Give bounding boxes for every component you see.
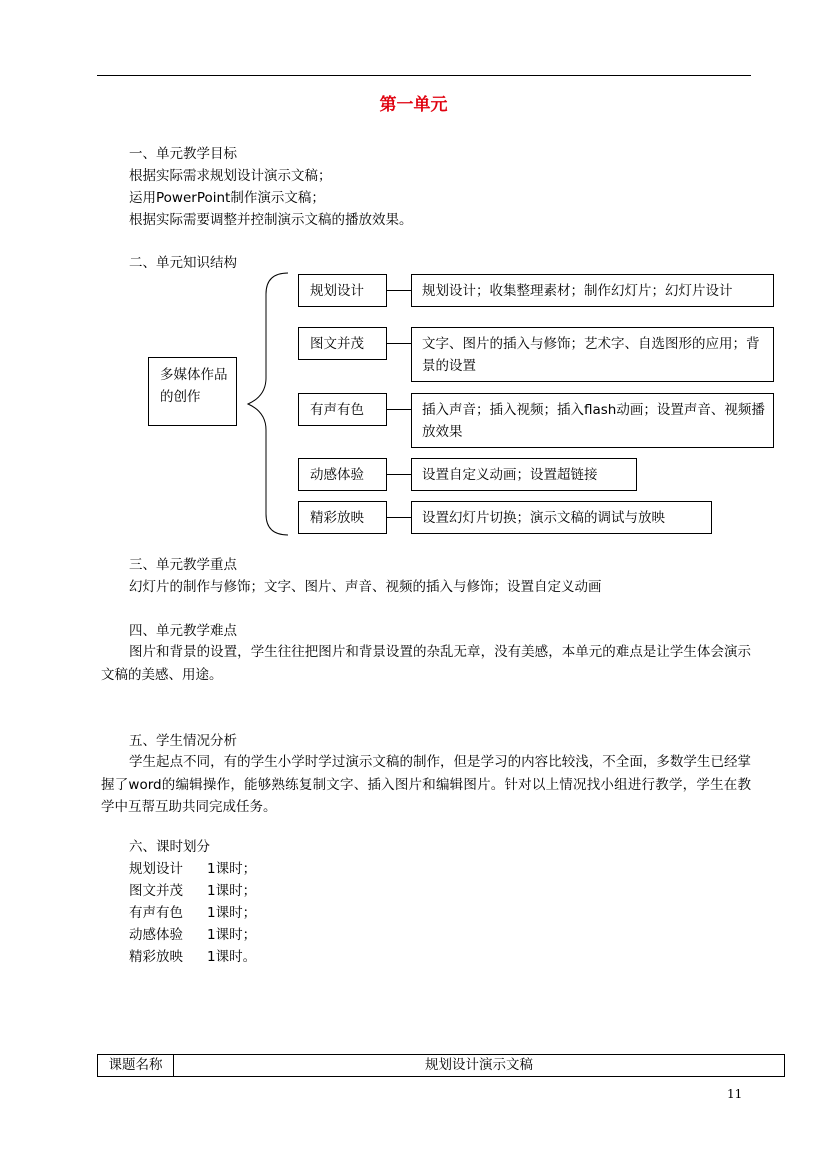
student-analysis-heading: 五、学生情况分析 — [129, 733, 237, 749]
detail-box-text-image — [411, 327, 774, 382]
schedule-row — [129, 902, 256, 924]
objective-item: 根据实际需求规划设计演示文稿； — [129, 168, 332, 184]
category-box-slideshow — [298, 501, 387, 534]
schedule-row — [129, 880, 256, 902]
detail-text: 文字、图片的插入与修饰；艺术字、自选图形的应用；背景的设置 — [422, 336, 760, 374]
connector-line — [387, 517, 411, 518]
page-number: 11 — [727, 1087, 743, 1101]
schedule-row — [129, 858, 256, 880]
objective-item: 根据实际需要调整并控制演示文稿的播放效果。 — [129, 212, 413, 228]
detail-text: 设置自定义动画；设置超链接 — [422, 467, 598, 483]
schedule-item-hours: 1课时； — [207, 905, 257, 921]
key-points-heading: 三、单元教学重点 — [129, 557, 237, 573]
connector-line — [387, 290, 411, 291]
schedule-row — [129, 924, 256, 946]
header-rule — [97, 75, 751, 76]
category-label: 规划设计 — [310, 283, 364, 299]
detail-text: 插入声音；插入视频；插入flash动画；设置声音、视频播放效果 — [422, 402, 765, 440]
detail-box-audio-video — [411, 393, 774, 448]
detail-text: 规划设计；收集整理素材；制作幻灯片；幻灯片设计 — [422, 283, 733, 299]
schedule-heading: 六、课时划分 — [129, 839, 210, 855]
connector-line — [387, 343, 411, 344]
category-box-audio-video — [298, 393, 387, 426]
student-analysis-text: 学生起点不同，有的学生小学时学过演示文稿的制作，但是学习的内容比较浅，不全面，多数学生已经掌握了word的编辑操作，能够熟练复制文字、插入图片和编辑图片。针对以上情况找小组进行教学，学生在教学中互帮互助共同完成任务。 — [101, 754, 751, 815]
schedule-item-hours: 1课时； — [207, 883, 257, 899]
detail-text: 设置幻灯片切换；演示文稿的调试与放映 — [422, 510, 665, 526]
category-box-animation — [298, 458, 387, 491]
category-label: 有声有色 — [310, 402, 364, 418]
lesson-title-table — [97, 1054, 785, 1077]
structure-root-box — [148, 357, 237, 426]
objectives-heading: 一、单元教学目标 — [129, 146, 237, 162]
category-label: 精彩放映 — [310, 510, 364, 526]
detail-box-animation — [411, 458, 637, 491]
document-title: 第一单元 — [379, 95, 448, 115]
key-points-text: 幻灯片的制作与修饰；文字、图片、声音、视频的插入与修饰；设置自定义动画 — [129, 579, 602, 595]
connector-line — [387, 474, 411, 475]
lesson-title-label: 课题名称 — [98, 1055, 174, 1076]
schedule-item-name: 规划设计 — [129, 861, 183, 877]
structure-brace — [246, 272, 292, 536]
schedule-item-hours: 1课时。 — [207, 949, 257, 965]
schedule-item-name: 精彩放映 — [129, 949, 183, 965]
schedule-item-hours: 1课时； — [207, 861, 257, 877]
schedule-item-name: 动感体验 — [129, 927, 183, 943]
schedule-row — [129, 946, 256, 968]
schedule-item-name: 图文并茂 — [129, 883, 183, 899]
schedule-item-name: 有声有色 — [129, 905, 183, 921]
detail-box-slideshow — [411, 501, 712, 534]
category-box-planning — [298, 274, 387, 307]
category-box-text-image — [298, 327, 387, 360]
structure-heading: 二、单元知识结构 — [129, 255, 237, 271]
detail-box-planning — [411, 274, 774, 307]
category-label: 动感体验 — [310, 467, 364, 483]
difficulties-text: 图片和背景的设置，学生往往把图片和背景设置的杂乱无章，没有美感，本单元的难点是让学生体会演示文稿的美感、用途。 — [101, 644, 751, 683]
lesson-title-value: 规划设计演示文稿 — [425, 1057, 533, 1073]
difficulties-heading: 四、单元教学难点 — [129, 623, 237, 639]
connector-line — [387, 409, 411, 410]
objective-item: 运用PowerPoint制作演示文稿； — [129, 190, 325, 206]
structure-root-label: 多媒体作品的创作 — [160, 367, 228, 405]
schedule-item-hours: 1课时； — [207, 927, 257, 943]
category-label: 图文并茂 — [310, 336, 364, 352]
